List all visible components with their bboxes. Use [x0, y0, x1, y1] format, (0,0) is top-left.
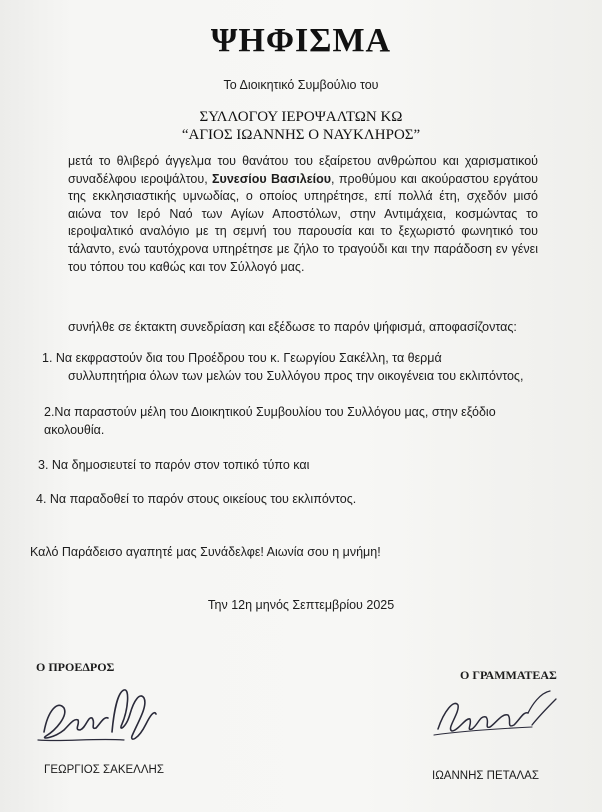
- item-1-line-1: 1. Να εκφραστούν δια του Προέδρου του κ. Γεωργίου Σακέλλη, τα θερμά: [42, 351, 442, 365]
- resolution-body: [68, 153, 538, 276]
- secretary-name: ΙΩΑΝΝΗΣ ΠΕΤΑΛΑΣ: [432, 770, 539, 782]
- item-2-line-1: 2.Να παραστούν μέλη του Διοικητικού Συμβουλίου του Συλλόγου μας, στην εξόδιο: [44, 405, 496, 419]
- document-date: Την 12η μηνός Σεπτεμβρίου 2025: [207, 598, 395, 612]
- resolution-item-3: 3. Να δημοσιευτεί το παρόν στον τοπικό τύπο και: [38, 458, 310, 472]
- deceased-name: Συνεσίου Βασιλείου: [212, 171, 332, 186]
- board-subtitle: Το Διοικητικό Συμβούλιο του: [223, 78, 379, 92]
- president-name: ΓΕΩΡΓΙΟΣ ΣΑΚΕΛΛΗΣ: [44, 764, 164, 776]
- president-title: Ο ΠΡΟΕΔΡΟΣ: [36, 660, 115, 674]
- resolution-item-1: [42, 349, 540, 385]
- association-name: [0, 108, 602, 144]
- association-name-line2: “ΑΓΙΟΣ ΙΩΑΝΝΗΣ Ο ΝΑΥΚΛΗΡΟΣ”: [181, 127, 421, 143]
- item-2-line-2: ακολουθία.: [44, 423, 105, 437]
- president-signature: [34, 680, 164, 750]
- association-name-line1: ΣΥΛΛΟΓΟΥ ΙΕΡΟΨΑΛΤΩΝ ΚΩ: [199, 109, 403, 125]
- item-1-line-2: συλλυπητήρια όλων των μελών του Συλλόγου προς την οικογένεια του εκλιπόντος,: [68, 369, 524, 383]
- closing-farewell: Καλό Παράδεισο αγαπητέ μας Συνάδελφε! Αιωνία σου η μνήμη!: [30, 545, 381, 559]
- document-title: ΨΗΦΙΣΜΑ: [210, 22, 392, 59]
- resolution-item-4: 4. Να παραδοθεί το παρόν στους οικείους του εκλιπόντος.: [36, 492, 357, 506]
- decision-statement: συνήλθε σε έκτακτη συνεδρίαση και εξέδωσε το παρόν ψήφισμά, αποφασίζοντας:: [68, 320, 517, 334]
- body-text-after: , προθύμου και ακούραστου εργάτου της εκκλησιαστικής υμνωδίας, ο οποίος υπηρέτησε, επί πολλά έτη, σχεδόν μισό αιώνα τον Ιερό Ναό των Αγίων Αποστόλων, στην Αντιμάχεια, κοσμώντας το ιεροψαλτικό αναλόγιο με τη σεμνή του παρουσία και το ξεχωριστό φωνητικό του τάλαντο, ενώ ταυτόχρονα υπηρέτησε με ζήλο το τραγούδι και την παράδοση εν γένει του τόπου του καθώς και τον Σύλλογό μας.: [68, 171, 538, 274]
- secretary-signature: [432, 685, 562, 745]
- secretary-title: Ο ΓΡΑΜΜΑΤΕΑΣ: [460, 668, 557, 682]
- body-text-before: μετά το θλιβερό άγγελμα του θανάτου του εξαίρετου ανθρώπου και χαρισματικού συναδέλφου ιεροψάλτου,: [68, 154, 538, 186]
- resolution-item-2: [44, 403, 534, 439]
